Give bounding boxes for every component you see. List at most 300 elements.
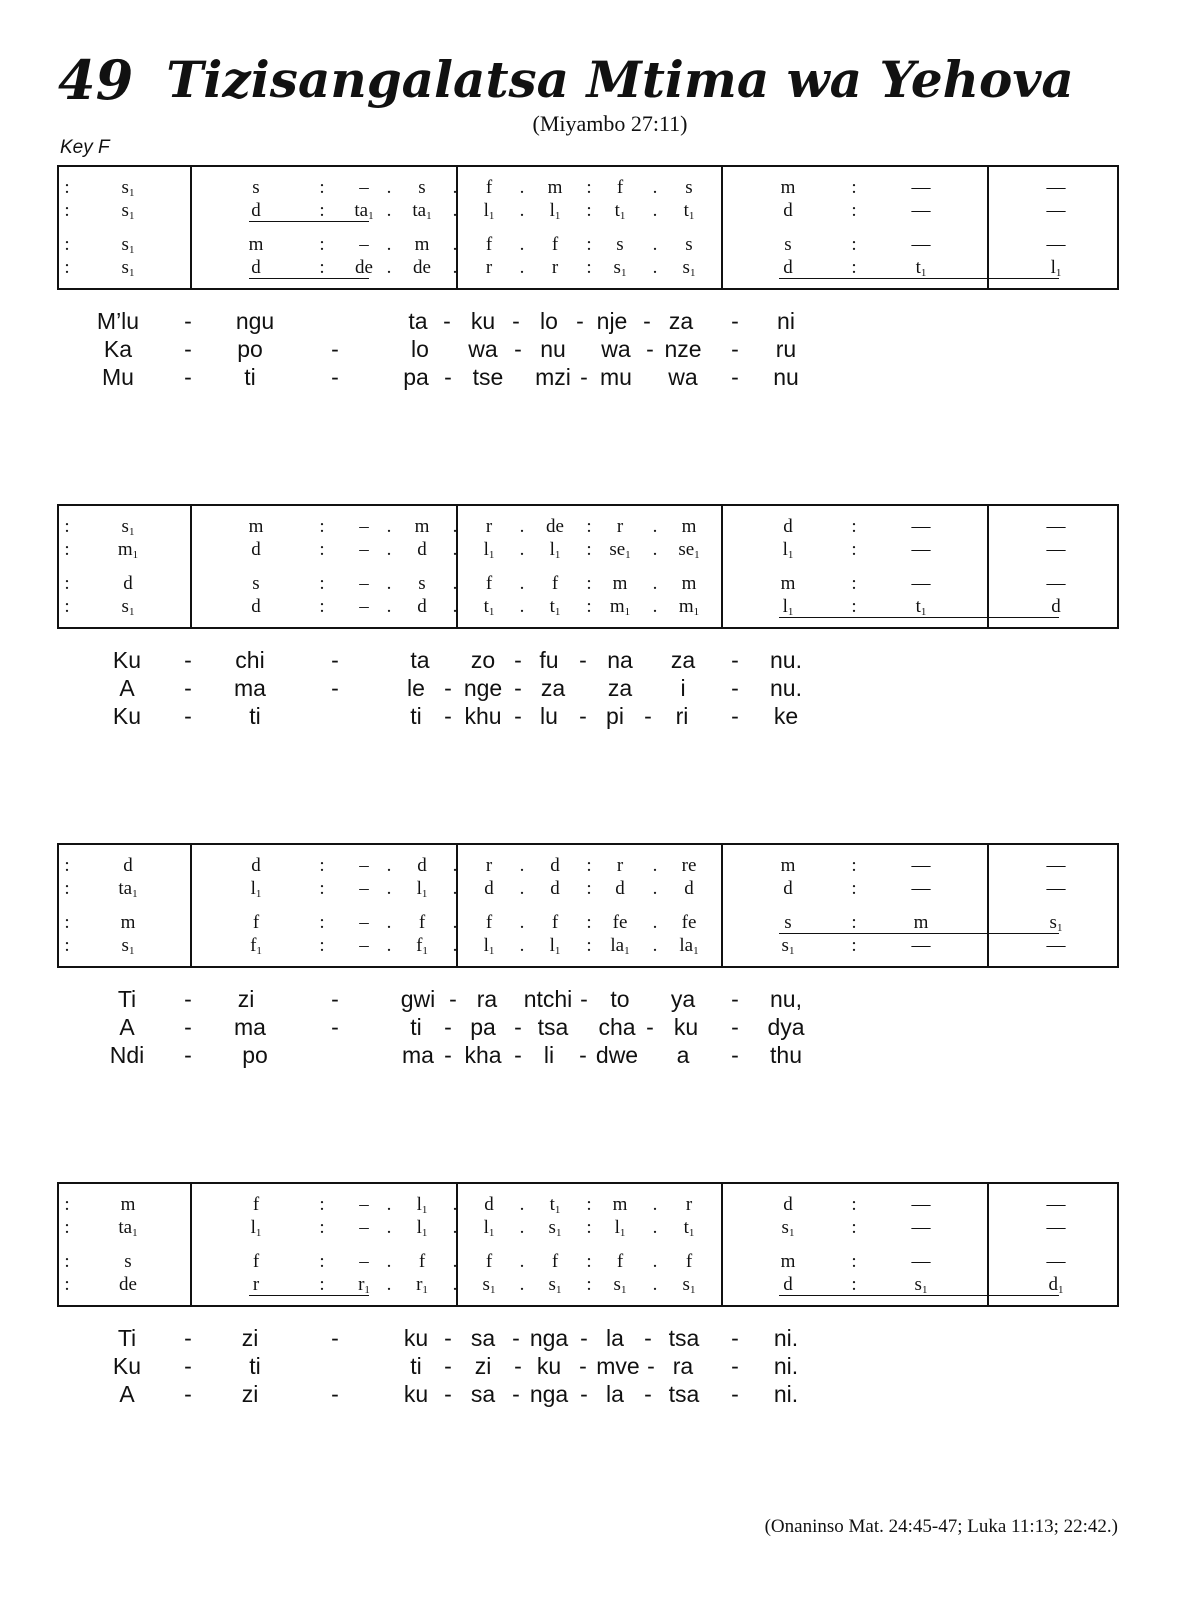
beat-separator: . bbox=[519, 935, 525, 956]
mid-bar-tick bbox=[987, 537, 988, 551]
solfa-note: $s_1$ bbox=[613, 1274, 627, 1296]
lyric-hyphen: - bbox=[331, 675, 339, 701]
beat-separator: . bbox=[519, 573, 525, 594]
lyric-hyphen: - bbox=[514, 675, 522, 701]
solfa-note: — bbox=[1046, 177, 1066, 198]
beat-separator: . bbox=[652, 177, 658, 198]
solfa-note: $l_1$ bbox=[483, 539, 495, 561]
solfa-note: — bbox=[1046, 516, 1066, 537]
solfa-note: d bbox=[417, 539, 427, 560]
solfa-note: d bbox=[251, 200, 261, 221]
beat-separator: : bbox=[64, 1251, 70, 1272]
lyric-hyphen: - bbox=[512, 1381, 520, 1407]
beat-separator: . bbox=[452, 573, 458, 594]
solfa-note: — bbox=[911, 855, 931, 876]
solfa-note: f bbox=[252, 1251, 260, 1272]
solfa-note: $l_1$ bbox=[483, 1217, 495, 1239]
beat-separator: . bbox=[652, 1194, 658, 1215]
beat-separator: . bbox=[386, 1274, 392, 1295]
solfa-note: f bbox=[551, 1251, 559, 1272]
lyric-syllable: tsa bbox=[537, 1014, 569, 1040]
solfa-note: d bbox=[417, 596, 427, 617]
voice-row bbox=[59, 855, 1121, 877]
lyric-hyphen: - bbox=[580, 364, 588, 390]
solfa-note: $l_1$ bbox=[549, 539, 561, 561]
beat-separator: : bbox=[319, 257, 325, 278]
solfa-note: de bbox=[355, 257, 373, 278]
solfa-note: r bbox=[485, 257, 493, 278]
solfa-note: $r_1$ bbox=[358, 1274, 370, 1296]
lyric-syllable: ntchi bbox=[523, 986, 573, 1012]
solfa-note: $s_1$ bbox=[682, 1274, 696, 1296]
lyric-hyphen: - bbox=[184, 1325, 192, 1351]
voice-row bbox=[59, 1194, 1121, 1216]
lyric-hyphen: - bbox=[644, 703, 652, 729]
solfa-note: d bbox=[783, 878, 793, 899]
solfa-note: $l_1$ bbox=[614, 1217, 626, 1239]
solfa-note: m bbox=[248, 234, 264, 255]
solfa-note: d bbox=[783, 1274, 793, 1295]
solfa-note: f bbox=[616, 1251, 624, 1272]
solfa-note: f bbox=[485, 573, 493, 594]
lyric-syllable: Ka bbox=[103, 336, 133, 362]
solfa-note: m bbox=[547, 177, 563, 198]
solfa-note: $s_1$ bbox=[121, 234, 135, 256]
slur-line bbox=[779, 278, 1059, 279]
lyric-syllable: pa bbox=[403, 364, 429, 390]
solfa-note: $l_1$ bbox=[483, 935, 495, 957]
solfa-note: — bbox=[911, 1194, 931, 1215]
beat-separator: . bbox=[386, 1194, 392, 1215]
solfa-note: $t_1$ bbox=[915, 257, 927, 279]
voice-row bbox=[59, 516, 1121, 538]
lyric-syllable: dya bbox=[767, 1014, 805, 1040]
lyric-syllable: nga bbox=[529, 1325, 569, 1351]
beat-separator: . bbox=[652, 935, 658, 956]
solfa-note: $s_1$ bbox=[1049, 912, 1063, 934]
lyric-syllable: ku bbox=[673, 1014, 699, 1040]
lyric-hyphen: - bbox=[512, 308, 520, 334]
solfa-note: s bbox=[252, 573, 260, 594]
lyric-syllable: thu bbox=[770, 1042, 802, 1068]
lyric-hyphen: - bbox=[580, 1325, 588, 1351]
mid-bar-tick bbox=[987, 236, 988, 250]
solfa-note: – bbox=[359, 1194, 369, 1215]
voice-row bbox=[59, 1251, 1121, 1273]
solfa-note: m bbox=[913, 912, 929, 933]
beat-separator: . bbox=[452, 1274, 458, 1295]
slur-line bbox=[779, 933, 1059, 934]
beat-separator: . bbox=[519, 855, 525, 876]
beat-separator: : bbox=[319, 1251, 325, 1272]
beat-separator: . bbox=[386, 1251, 392, 1272]
solfa-note: — bbox=[911, 935, 931, 956]
lyric-syllable: za bbox=[540, 675, 566, 701]
lyric-syllable: sa bbox=[470, 1381, 496, 1407]
lyric-syllable: ma bbox=[234, 675, 266, 701]
beat-separator: . bbox=[386, 234, 392, 255]
solfa-note: de bbox=[413, 257, 431, 278]
lyric-hyphen: - bbox=[514, 647, 522, 673]
solfa-note: $t_1$ bbox=[549, 1194, 561, 1216]
beat-separator: : bbox=[586, 200, 592, 221]
beat-separator: . bbox=[652, 539, 658, 560]
solfa-note: m bbox=[612, 1194, 628, 1215]
solfa-note: d bbox=[783, 200, 793, 221]
lyric-syllable: Mu bbox=[102, 364, 134, 390]
solfa-note: $t_1$ bbox=[549, 596, 561, 618]
solfa-note: – bbox=[359, 516, 369, 537]
beat-separator: . bbox=[519, 1217, 525, 1238]
solfa-note: — bbox=[1046, 935, 1066, 956]
solfa-note: r bbox=[252, 1274, 260, 1295]
lyric-syllable: la bbox=[606, 1381, 624, 1407]
solfa-note: $l_1$ bbox=[250, 1217, 262, 1239]
beat-separator: . bbox=[652, 912, 658, 933]
lyric-syllable: ya bbox=[670, 986, 696, 1012]
lyric-hyphen: - bbox=[731, 675, 739, 701]
beat-separator: : bbox=[851, 516, 857, 537]
beat-separator: : bbox=[851, 596, 857, 617]
lyric-syllable: ke bbox=[773, 703, 799, 729]
lyric-syllable: a bbox=[676, 1042, 690, 1068]
lyric-syllable: ti bbox=[410, 1014, 422, 1040]
solfa-note: $l_1$ bbox=[250, 878, 262, 900]
lyric-hyphen: - bbox=[512, 1325, 520, 1351]
beat-separator: . bbox=[386, 596, 392, 617]
lyric-hyphen: - bbox=[514, 336, 522, 362]
beat-separator: . bbox=[519, 1251, 525, 1272]
beat-separator: . bbox=[452, 257, 458, 278]
solfa-note: — bbox=[1046, 1251, 1066, 1272]
lyric-syllable: za bbox=[670, 647, 696, 673]
beat-separator: . bbox=[519, 200, 525, 221]
lyric-hyphen: - bbox=[184, 364, 192, 390]
lyric-syllable: ti bbox=[249, 1353, 261, 1379]
beat-separator: : bbox=[64, 573, 70, 594]
solfa-note: de bbox=[546, 516, 564, 537]
solfa-note: – bbox=[359, 878, 369, 899]
solfa-note: $ta_1$ bbox=[412, 200, 432, 222]
lyric-syllable: wa bbox=[601, 336, 631, 362]
solfa-note: fe bbox=[612, 912, 628, 933]
lyric-hyphen: - bbox=[184, 675, 192, 701]
solfa-note: r bbox=[616, 855, 624, 876]
beat-separator: : bbox=[586, 912, 592, 933]
beat-separator: . bbox=[452, 878, 458, 899]
lyric-hyphen: - bbox=[644, 1381, 652, 1407]
lyric-syllable: mve bbox=[596, 1353, 640, 1379]
beat-separator: . bbox=[652, 1217, 658, 1238]
solfa-note: re bbox=[681, 855, 697, 876]
beat-separator: . bbox=[386, 257, 392, 278]
lyric-syllable: ta bbox=[408, 308, 428, 334]
lyric-hyphen: - bbox=[331, 364, 339, 390]
solfa-note: d bbox=[123, 573, 133, 594]
lyric-syllable: wa bbox=[468, 336, 498, 362]
lyric-syllable: pa bbox=[470, 1014, 496, 1040]
beat-separator: : bbox=[586, 878, 592, 899]
beat-separator: : bbox=[586, 1217, 592, 1238]
lyric-hyphen: - bbox=[184, 1042, 192, 1068]
lyric-syllable: pi bbox=[606, 703, 624, 729]
mid-bar-tick bbox=[456, 1215, 457, 1229]
solfa-note: m bbox=[120, 1194, 136, 1215]
lyric-hyphen: - bbox=[331, 1325, 339, 1351]
lyric-syllable: na bbox=[607, 647, 633, 673]
beat-separator: . bbox=[452, 1251, 458, 1272]
lyric-hyphen: - bbox=[646, 336, 654, 362]
solfa-note: d bbox=[417, 855, 427, 876]
solfa-note: s bbox=[418, 177, 426, 198]
lyric-syllable: ma bbox=[402, 1042, 434, 1068]
solfa-note: $l_1$ bbox=[483, 200, 495, 222]
lyric-hyphen: - bbox=[514, 1014, 522, 1040]
lyric-syllable: ni. bbox=[773, 1325, 799, 1351]
beat-separator: . bbox=[519, 257, 525, 278]
lyric-syllable: nge bbox=[463, 675, 503, 701]
solfa-note: $la_1$ bbox=[610, 935, 630, 957]
beat-separator: : bbox=[319, 234, 325, 255]
lyric-syllable: ngu bbox=[235, 308, 275, 334]
beat-separator: : bbox=[64, 539, 70, 560]
mid-bar-tick bbox=[987, 1215, 988, 1229]
lyric-hyphen: - bbox=[331, 1014, 339, 1040]
beat-separator: . bbox=[386, 177, 392, 198]
beat-separator: . bbox=[519, 912, 525, 933]
beat-separator: . bbox=[386, 912, 392, 933]
beat-separator: . bbox=[452, 177, 458, 198]
solfa-note: $la_1$ bbox=[679, 935, 699, 957]
lyric-syllable: ru bbox=[775, 336, 797, 362]
solfa-note: d bbox=[550, 878, 560, 899]
lyric-hyphen: - bbox=[579, 647, 587, 673]
solfa-note: s bbox=[616, 234, 624, 255]
lyric-syllable: zi bbox=[241, 1325, 259, 1351]
mid-bar-tick bbox=[456, 876, 457, 890]
lyric-hyphen: - bbox=[646, 1014, 654, 1040]
solfa-note: d bbox=[783, 257, 793, 278]
beat-separator: : bbox=[319, 1217, 325, 1238]
beat-separator: . bbox=[519, 177, 525, 198]
solfa-note: $l_1$ bbox=[549, 200, 561, 222]
beat-separator: : bbox=[851, 1274, 857, 1295]
mid-bar-tick bbox=[456, 1253, 457, 1267]
solfa-note: s bbox=[784, 912, 792, 933]
beat-separator: . bbox=[452, 516, 458, 537]
beat-separator: : bbox=[586, 935, 592, 956]
lyric-hyphen: - bbox=[579, 1353, 587, 1379]
solfa-note: s bbox=[418, 573, 426, 594]
solfa-note: — bbox=[1046, 539, 1066, 560]
beat-separator: : bbox=[586, 177, 592, 198]
beat-separator: . bbox=[452, 912, 458, 933]
lyric-hyphen: - bbox=[331, 986, 339, 1012]
solfa-note: — bbox=[911, 1217, 931, 1238]
lyric-hyphen: - bbox=[443, 308, 451, 334]
solfa-note: $l_1$ bbox=[416, 878, 428, 900]
solfa-note: $l_1$ bbox=[782, 596, 794, 618]
solfa-note: $se_1$ bbox=[609, 539, 631, 561]
solfa-note: f bbox=[551, 234, 559, 255]
lyric-hyphen: - bbox=[514, 1042, 522, 1068]
solfa-note: $s_1$ bbox=[781, 1217, 795, 1239]
solfa-note: $s_1$ bbox=[914, 1274, 928, 1296]
lyric-syllable: nu, bbox=[770, 986, 802, 1012]
beat-separator: : bbox=[851, 234, 857, 255]
beat-separator: : bbox=[319, 855, 325, 876]
beat-separator: : bbox=[319, 200, 325, 221]
lyric-syllable: ri bbox=[675, 703, 689, 729]
beat-separator: : bbox=[586, 539, 592, 560]
lyric-syllable: nu bbox=[540, 336, 566, 362]
beat-separator: : bbox=[319, 935, 325, 956]
beat-separator: . bbox=[386, 539, 392, 560]
solfa-note: r bbox=[616, 516, 624, 537]
beat-separator: : bbox=[64, 1194, 70, 1215]
lyric-hyphen: - bbox=[731, 1042, 739, 1068]
lyric-hyphen: - bbox=[731, 647, 739, 673]
lyric-hyphen: - bbox=[731, 364, 739, 390]
lyric-syllable: dwe bbox=[595, 1042, 639, 1068]
solfa-note: m bbox=[414, 234, 430, 255]
beat-separator: : bbox=[586, 257, 592, 278]
solfa-note: — bbox=[911, 1251, 931, 1272]
lyric-syllable: Ku bbox=[112, 1353, 142, 1379]
lyric-syllable: nu bbox=[773, 364, 799, 390]
beat-separator: . bbox=[652, 257, 658, 278]
solfa-note: s bbox=[784, 234, 792, 255]
beat-separator: . bbox=[519, 878, 525, 899]
solfa-note: $s_1$ bbox=[121, 177, 135, 199]
lyric-hyphen: - bbox=[731, 336, 739, 362]
beat-separator: : bbox=[586, 1194, 592, 1215]
lyric-syllable: Ku bbox=[112, 703, 142, 729]
beat-separator: : bbox=[851, 912, 857, 933]
solfa-note: – bbox=[359, 573, 369, 594]
lyric-syllable: ma bbox=[234, 1014, 266, 1040]
solfa-note: — bbox=[911, 516, 931, 537]
beat-separator: : bbox=[586, 1251, 592, 1272]
beat-separator: . bbox=[452, 1194, 458, 1215]
solfa-note: r bbox=[551, 257, 559, 278]
lyric-hyphen: - bbox=[444, 364, 452, 390]
beat-separator: : bbox=[64, 912, 70, 933]
solfa-note: f bbox=[485, 177, 493, 198]
solfa-note: $l_1$ bbox=[416, 1217, 428, 1239]
beat-separator: : bbox=[64, 1274, 70, 1295]
solfa-note: m bbox=[780, 573, 796, 594]
beat-separator: . bbox=[452, 200, 458, 221]
voice-row bbox=[59, 1274, 1121, 1296]
lyric-syllable: ra bbox=[476, 986, 498, 1012]
beat-separator: : bbox=[851, 1251, 857, 1272]
solfa-note: $ta_1$ bbox=[354, 200, 374, 222]
solfa-note: d bbox=[550, 855, 560, 876]
beat-separator: : bbox=[851, 573, 857, 594]
solfa-note: f bbox=[485, 234, 493, 255]
lyric-syllable: la bbox=[606, 1325, 624, 1351]
beat-separator: : bbox=[319, 1194, 325, 1215]
lyric-hyphen: - bbox=[579, 1042, 587, 1068]
beat-separator: . bbox=[519, 234, 525, 255]
solfa-note: $s_1$ bbox=[781, 935, 795, 957]
solfa-note: f bbox=[485, 1251, 493, 1272]
slur-line bbox=[249, 221, 369, 222]
voice-row bbox=[59, 539, 1121, 561]
mid-bar-tick bbox=[987, 1253, 988, 1267]
solfa-note: m bbox=[248, 516, 264, 537]
beat-separator: : bbox=[851, 1217, 857, 1238]
beat-separator: . bbox=[519, 1194, 525, 1215]
lyric-syllable: wa bbox=[668, 364, 698, 390]
solfa-note: $t_1$ bbox=[915, 596, 927, 618]
hymn-title: Tizisangalatsa Mtima wa Yehova bbox=[166, 50, 1074, 109]
lyric-syllable: ra bbox=[672, 1353, 694, 1379]
lyric-syllable: A bbox=[119, 675, 135, 701]
solfa-note: d bbox=[484, 878, 494, 899]
beat-separator: : bbox=[586, 573, 592, 594]
beat-separator: : bbox=[851, 200, 857, 221]
beat-separator: : bbox=[64, 935, 70, 956]
beat-separator: : bbox=[64, 200, 70, 221]
solfa-note: — bbox=[911, 539, 931, 560]
beat-separator: . bbox=[519, 516, 525, 537]
solfa-note: d bbox=[783, 1194, 793, 1215]
lyric-syllable: li bbox=[543, 1042, 555, 1068]
lyric-hyphen: - bbox=[449, 986, 457, 1012]
solfa-note: – bbox=[359, 596, 369, 617]
lyric-hyphen: - bbox=[731, 1325, 739, 1351]
solfa-note: $s_1$ bbox=[121, 257, 135, 279]
voice-row bbox=[59, 878, 1121, 900]
voice-row bbox=[59, 234, 1121, 256]
beat-separator: . bbox=[652, 200, 658, 221]
solfa-note: $s_1$ bbox=[613, 257, 627, 279]
solfa-note: $m_1$ bbox=[678, 596, 700, 618]
score-system bbox=[57, 165, 1119, 290]
lyric-syllable: mu bbox=[600, 364, 632, 390]
mid-bar-tick bbox=[456, 198, 457, 212]
solfa-note: s bbox=[124, 1251, 132, 1272]
lyric-syllable: ti bbox=[410, 1353, 422, 1379]
lyric-hyphen: - bbox=[184, 1381, 192, 1407]
lyric-hyphen: - bbox=[444, 1353, 452, 1379]
solfa-note: – bbox=[359, 1251, 369, 1272]
lyric-syllable: ni. bbox=[773, 1381, 799, 1407]
beat-separator: . bbox=[519, 1274, 525, 1295]
mid-bar-tick bbox=[987, 575, 988, 589]
solfa-note: — bbox=[1046, 573, 1066, 594]
score-system bbox=[57, 504, 1119, 629]
lyric-hyphen: - bbox=[731, 1014, 739, 1040]
lyric-syllable: Ku bbox=[112, 647, 142, 673]
beat-separator: : bbox=[319, 539, 325, 560]
beat-separator: . bbox=[652, 878, 658, 899]
lyric-hyphen: - bbox=[580, 986, 588, 1012]
lyric-syllable: po bbox=[242, 1042, 268, 1068]
beat-separator: . bbox=[452, 935, 458, 956]
solfa-note: — bbox=[1046, 1194, 1066, 1215]
lyric-syllable: zi bbox=[241, 1381, 259, 1407]
lyric-syllable: ku bbox=[403, 1325, 429, 1351]
solfa-note: m bbox=[612, 573, 628, 594]
beat-separator: : bbox=[586, 855, 592, 876]
lyric-hyphen: - bbox=[184, 1014, 192, 1040]
voice-row bbox=[59, 200, 1121, 222]
lyric-syllable: ku bbox=[403, 1381, 429, 1407]
beat-separator: : bbox=[851, 935, 857, 956]
